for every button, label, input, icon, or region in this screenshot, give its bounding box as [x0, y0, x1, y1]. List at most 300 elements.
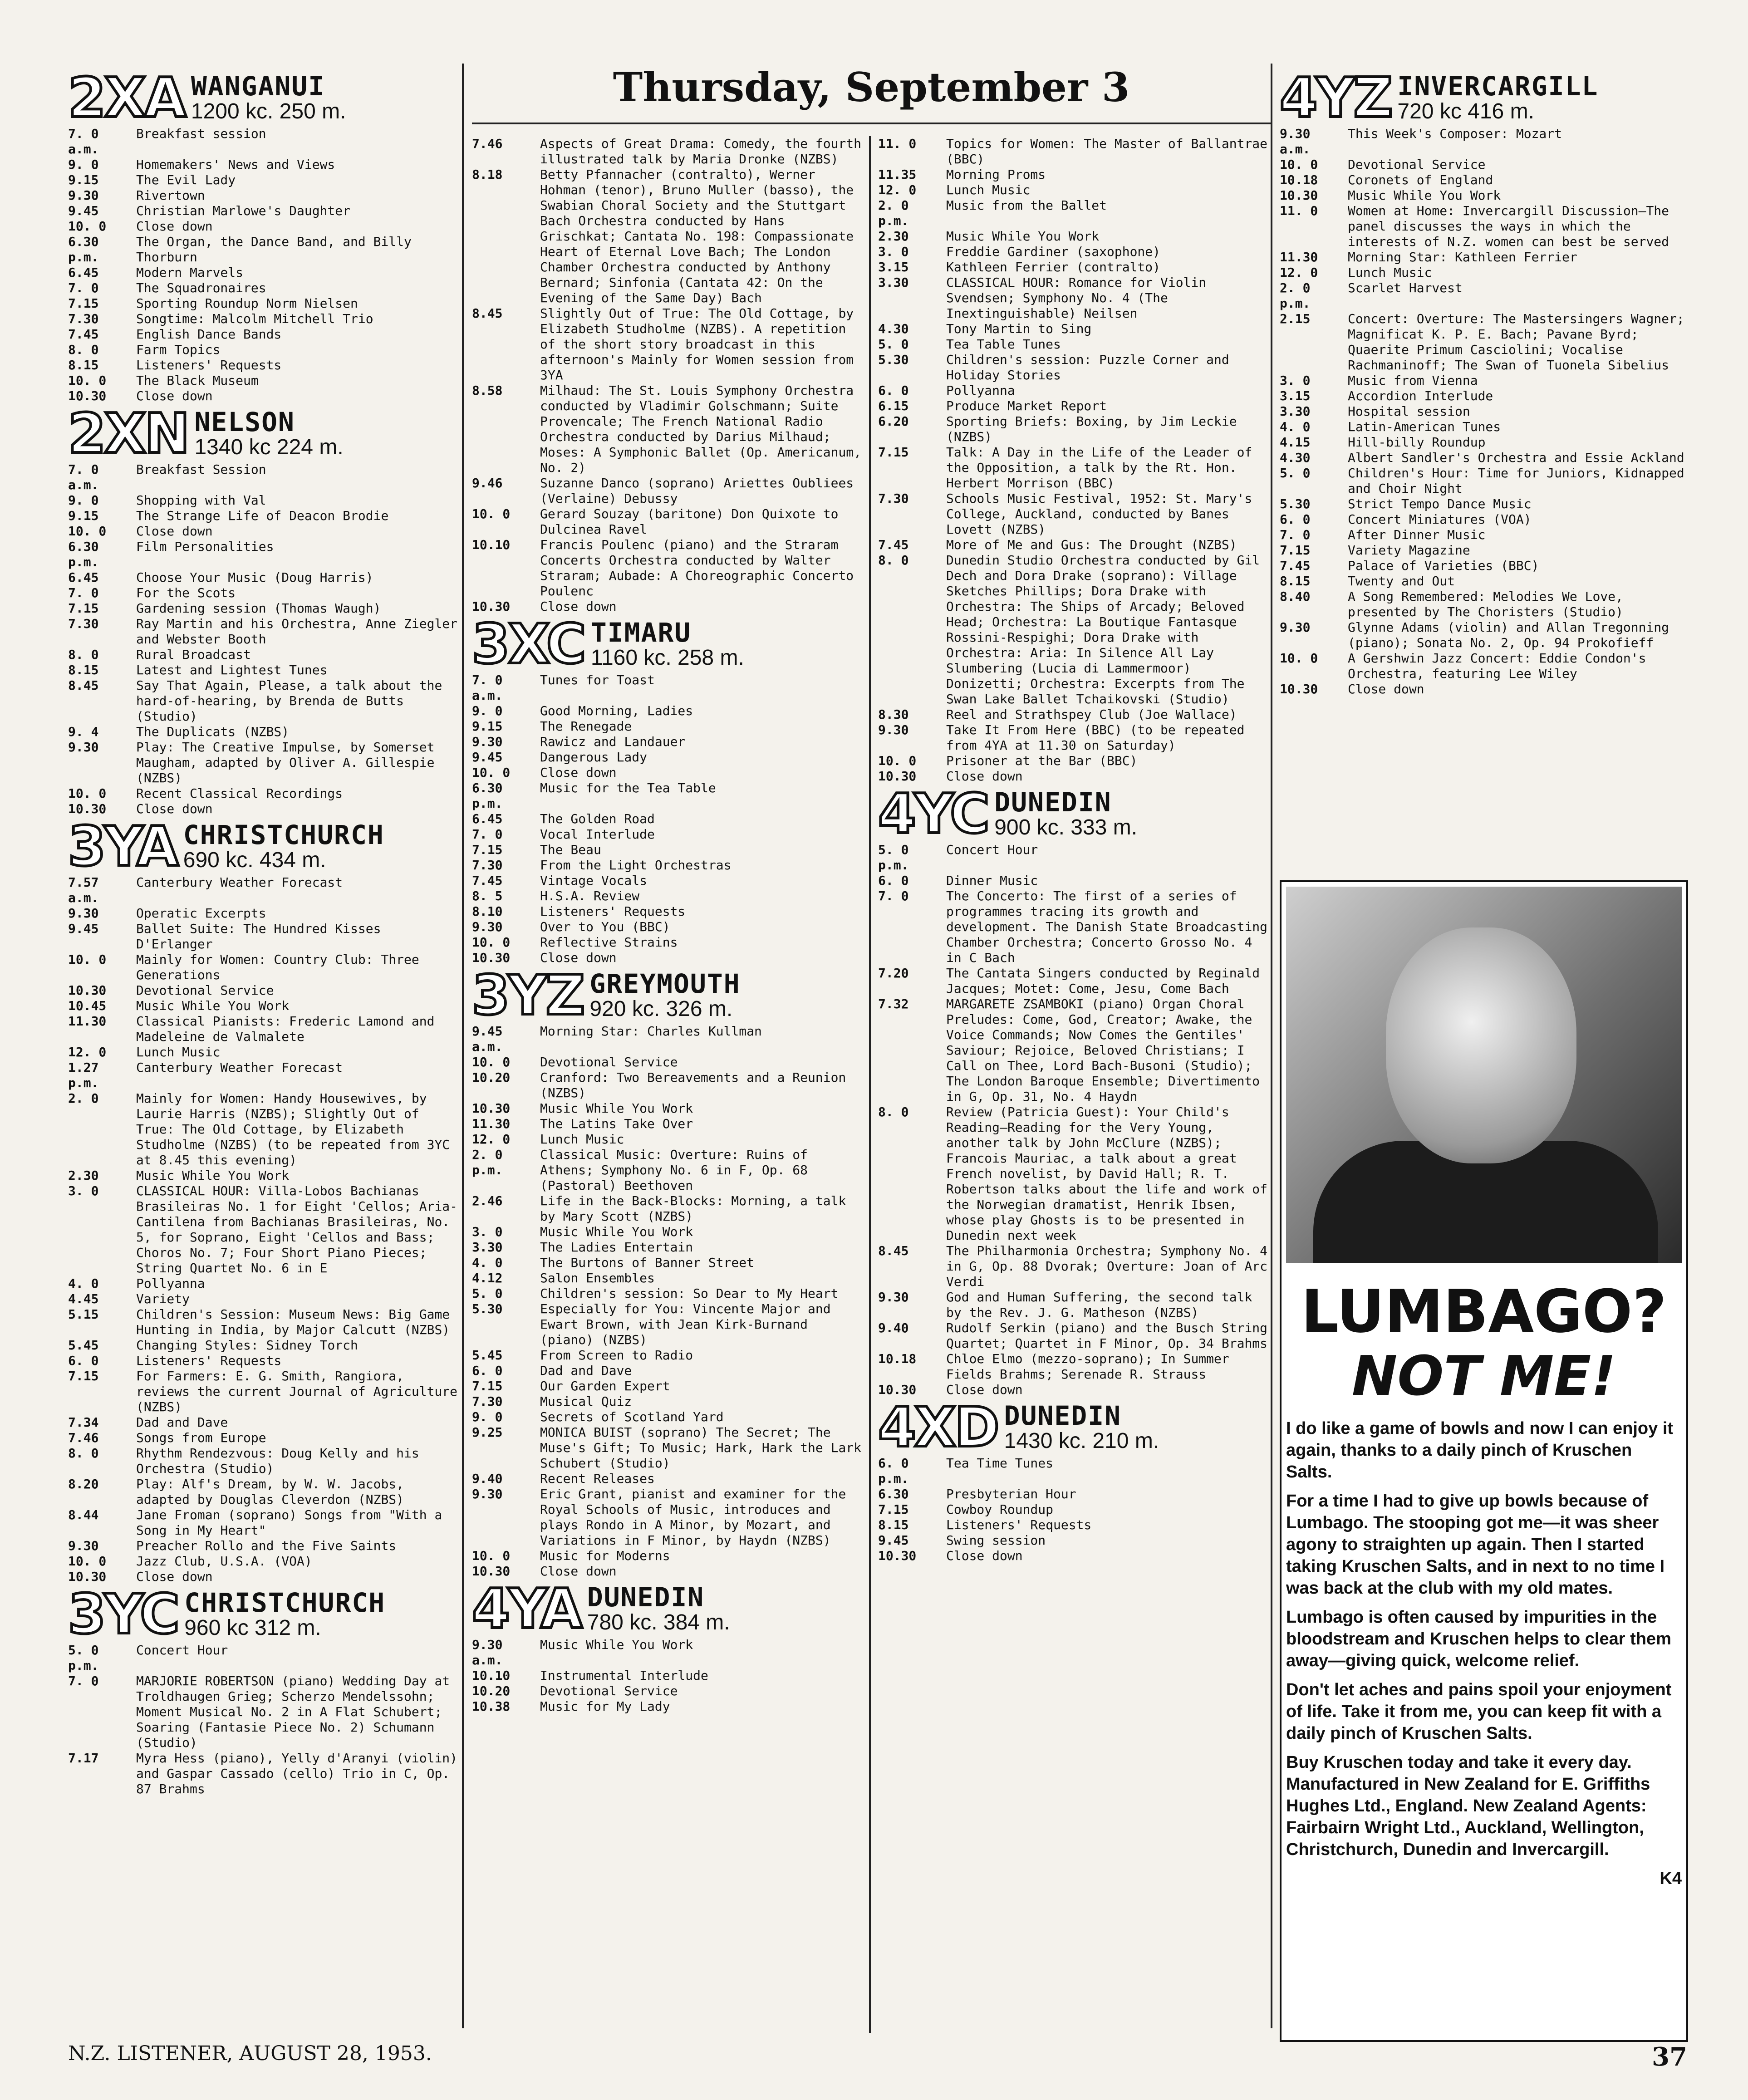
programme-time: 9.15 [472, 719, 503, 734]
programme-time: 9. 0 [472, 1409, 503, 1424]
programme-time: 6. 0 [68, 1353, 99, 1368]
programme-title: Concert: Overture: The Mastersingers Wagner; Magnificat K. P. E. Bach; Pavane Byrd; Quaerite Primum Casciolini; Vocalise Rachmaninoff; The Swan of Tuonela Sibelius [1348, 311, 1684, 373]
programme-entry [68, 786, 463, 801]
programme-entry [472, 888, 862, 904]
programme-time: 10.30 [68, 801, 107, 816]
programme-title: Music While You Work [540, 1224, 693, 1239]
programme-entry [68, 203, 463, 219]
programme-entry [1280, 558, 1688, 574]
programme-title: The Renegade [540, 719, 632, 734]
programme-title: Instrumental Interlude [540, 1668, 708, 1683]
station-logo: 2XA [68, 67, 185, 130]
programme-time: 3.30 [472, 1240, 503, 1255]
programme-title: Vocal Interlude [540, 827, 655, 842]
programme-entry [878, 1243, 1268, 1290]
station-frequency: 690 kc. 434 m. [183, 848, 326, 872]
station-frequency: 780 kc. 384 m. [587, 1610, 730, 1634]
programme-time: 3.30 [878, 275, 909, 290]
programme-entry [472, 1471, 862, 1487]
programme-title: Salon Ensembles [540, 1271, 655, 1286]
programme-title: Music from the Ballet [946, 198, 1107, 213]
programme-title: Pollyanna [136, 1276, 205, 1291]
programme-entry [1280, 543, 1688, 558]
programme-entry [472, 765, 862, 780]
programme-time: 6.45 [68, 570, 99, 585]
programme-entry [68, 1183, 463, 1276]
programme-title: Play: The Creative Impulse, by Somerset Maugham, adapted by Oliver A. Gillespie (NZBS) [136, 740, 435, 785]
programme-entry [472, 734, 862, 750]
programme-entry [878, 996, 1268, 1104]
programme-title: Close down [946, 1382, 1023, 1397]
programme-time: 10. 0 [68, 952, 107, 967]
programme-time: 3. 0 [878, 244, 909, 259]
programme-time: 7. 0 [878, 888, 909, 903]
programme-entry [68, 311, 463, 327]
programme-time: 5.15 [68, 1307, 99, 1322]
programme-time: 10.30 [878, 769, 917, 784]
programme-title: Listeners' Requests [540, 904, 686, 919]
programme-entry [878, 753, 1268, 769]
programme-entry [68, 740, 463, 786]
programme-entry [878, 398, 1268, 414]
programme-entry [68, 616, 463, 647]
programme-title: Myra Hess (piano), Yelly d'Aranyi (violin) and Gaspar Cassado (cello) Trio in C, Op. 87 Brahms [136, 1751, 458, 1796]
programme-title: Classical Music: Overture: Ruins of Athens; Symphony No. 6 in F, Op. 68 (Pastoral) Beethoven [540, 1147, 808, 1193]
programme-time: 10.30 [68, 1569, 107, 1584]
programme-time: 9.15 [68, 508, 99, 523]
programme-title: Modern Marvels [136, 265, 244, 280]
programme-title: Latin-American Tunes [1348, 419, 1501, 434]
programme-entry [68, 1538, 463, 1554]
programme-list [68, 875, 463, 1585]
programme-entry [68, 601, 463, 616]
programme-entry [878, 707, 1268, 722]
programme-time: 3. 0 [68, 1183, 99, 1198]
programme-time: 7.45 [878, 537, 909, 552]
programme-title: Close down [540, 599, 617, 614]
programme-entry [1280, 265, 1688, 280]
programme-entry [472, 506, 862, 537]
programme-title: Slightly Out of True: The Old Cottage, by Elizabeth Studholme (NZBS). A repetition of the short story broadcast in this afternoon's Mainly for Women session from 3YA [540, 306, 854, 383]
programme-time: 10. 0 [68, 786, 107, 801]
programme-time: 7.15 [878, 445, 909, 460]
programme-time: 6. 0 [1280, 512, 1311, 527]
programme-time: 8.20 [68, 1477, 99, 1492]
programme-time: 6. 0 p.m. [878, 1456, 909, 1486]
programme-entry [878, 888, 1268, 966]
programme-title: Dinner Music [946, 873, 1038, 888]
programme-title: Freddie Gardiner (saxophone) [946, 244, 1161, 259]
ad-paragraph: I do like a game of bowls and now I can enjoy it again, thanks to a daily pinch of Kruschen Salts. [1286, 1419, 1674, 1482]
programme-entry [1280, 651, 1688, 682]
programme-entry [68, 983, 463, 998]
programme-time: 3. 0 [1280, 373, 1311, 388]
programme-entry [878, 383, 1268, 398]
programme-title: Shopping with Val [136, 493, 266, 508]
programme-time: 10.30 [878, 1382, 917, 1397]
programme-title: Reflective Strains [540, 935, 678, 950]
programme-entry [472, 750, 862, 765]
programme-title: A Song Remembered: Melodies We Love, presented by The Choristers (Studio) [1348, 589, 1623, 619]
programme-title: Children's Session: Museum News: Big Game Hunting in India, by Major Calcutt (NZBS) [136, 1307, 450, 1337]
programme-entry [472, 904, 862, 919]
programme-time: 7. 0 [68, 280, 99, 295]
programme-entry [68, 1014, 463, 1045]
programme-entry [472, 873, 862, 888]
programme-time: 5.30 [1280, 496, 1311, 511]
station-logo: 4YA [472, 1578, 581, 1641]
station-header [68, 1583, 463, 1646]
programme-time: 9. 0 [68, 493, 99, 508]
station-city: TIMARU [590, 617, 692, 648]
programme-entry [472, 1379, 862, 1394]
ad-headline: LUMBAGO? [1301, 1277, 1667, 1346]
programme-title: Choose Your Music (Doug Harris) [136, 570, 373, 585]
programme-title: Prisoner at the Bar (BBC) [946, 753, 1138, 768]
programme-time: 10.45 [68, 998, 107, 1013]
station-logo: 4YC [878, 783, 988, 846]
programme-time: 8.45 [68, 678, 99, 693]
station-frequency: 920 kc. 326 m. [589, 997, 733, 1021]
programme-title: Dad and Dave [540, 1363, 632, 1378]
programme-entry [878, 260, 1268, 275]
programme-title: Sporting Briefs: Boxing, by Jim Leckie (NZBS) [946, 414, 1237, 444]
programme-entry [1280, 157, 1688, 172]
programme-title: Changing Styles: Sidney Torch [136, 1338, 358, 1353]
programme-title: Topics for Women: The Master of Ballantrae (BBC) [946, 136, 1268, 167]
programme-time: 9.45 [68, 921, 99, 936]
programme-title: Cowboy Roundup [946, 1502, 1054, 1517]
station-city: CHRISTCHURCH [184, 1587, 386, 1618]
programme-time: 11. 0 [878, 136, 917, 151]
programme-entry [878, 1290, 1268, 1320]
programme-entry [68, 234, 463, 265]
programme-title: Close down [136, 801, 213, 816]
programme-title: Latest and Lightest Tunes [136, 662, 328, 677]
programme-title: Good Morning, Ladies [540, 703, 693, 718]
programme-title: Morning Proms [946, 167, 1046, 182]
programme-title: Gerard Souzay (baritone) Don Quixote to Dulcinea Ravel [540, 506, 839, 537]
station-frequency: 1430 kc. 210 m. [1004, 1429, 1159, 1453]
programme-entry [472, 950, 862, 966]
programme-title: Morning Star: Charles Kullman [540, 1024, 762, 1039]
programme-time: 3.15 [878, 260, 909, 275]
programme-time: 7.46 [68, 1430, 99, 1445]
programme-entry [68, 388, 463, 404]
programme-time: 10.18 [1280, 172, 1318, 187]
programme-title: The Evil Lady [136, 172, 236, 187]
programme-time: 8.40 [1280, 589, 1311, 604]
programme-title: MARJORIE ROBERTSON (piano) Wedding Day at Troldhaugen Grieg; Scherzo Mendelssohn; Moment Musical No. 2 in A Flat Schubert; Soaring (Fantasie Piece No. 2) Schumann (Studio) [136, 1673, 450, 1750]
programme-time: 3. 0 [472, 1224, 503, 1239]
programme-entry [68, 539, 463, 570]
programme-time: 8. 0 [878, 553, 909, 568]
programme-time: 2.30 [68, 1168, 99, 1183]
programme-entry [878, 491, 1268, 537]
programme-title: Music While You Work [540, 1101, 693, 1116]
programme-time: 9. 0 [472, 703, 503, 718]
programme-title: The Concerto: The first of a series of programmes tracing its growth and development. The Danish State Broadcasting Chamber Orchestra; Concerto Grosso No. 4 in C Bach [946, 888, 1268, 965]
programme-title: Reel and Strathspey Club (Joe Wallace) [946, 707, 1237, 722]
programme-entry [68, 1291, 463, 1307]
programme-time: 8. 0 [68, 647, 99, 662]
programme-time: 9.30 [878, 1290, 909, 1305]
programme-entry [472, 1683, 862, 1699]
programme-title: Scarlet Harvest [1348, 280, 1463, 295]
programme-time: 4.15 [1280, 435, 1311, 450]
programme-title: Concert Miniatures (VOA) [1348, 512, 1532, 527]
programme-time: 9.15 [68, 172, 99, 187]
programme-title: Jane Froman (soprano) Songs from "With a Song in My Heart" [136, 1507, 442, 1538]
programme-title: The Strange Life of Deacon Brodie [136, 508, 389, 523]
programme-entry [472, 537, 862, 599]
station-header [878, 783, 1268, 846]
programme-time: 10.30 [472, 599, 511, 614]
programme-title: For the Scots [136, 585, 236, 600]
column-2 [472, 136, 862, 1714]
programme-title: Accordion Interlude [1348, 388, 1493, 403]
ad-paragraph: Lumbago is often caused by impurities in the bloodstream and Kruschen helps to clear them away—giving quick, welcome relief. [1286, 1608, 1671, 1670]
programme-time: 10.30 [472, 1564, 511, 1579]
programme-entry [1280, 466, 1688, 496]
programme-time: 9.25 [472, 1425, 503, 1440]
programme-time: 10. 0 [1280, 157, 1318, 172]
programme-time: 2.15 [1280, 311, 1311, 326]
programme-entry [472, 1487, 862, 1548]
programme-entry [878, 182, 1268, 198]
programme-entry [878, 553, 1268, 707]
station-header [68, 402, 463, 466]
programme-time: 7.45 [472, 873, 503, 888]
header-rule [472, 123, 1271, 124]
programme-time: 5.45 [472, 1348, 503, 1363]
programme-title: Music While You Work [136, 1168, 290, 1183]
programme-entry [68, 1569, 463, 1585]
programme-time: 9.30 [878, 722, 909, 737]
programme-title: Close down [540, 950, 617, 965]
programme-entry [68, 678, 463, 724]
programme-time: 4. 0 [1280, 419, 1311, 434]
programme-time: 7. 0 [1280, 527, 1311, 542]
programme-time: 7.15 [1280, 543, 1311, 558]
programme-title: Presbyterian Hour [946, 1487, 1076, 1501]
programme-entry [472, 672, 862, 703]
programme-time: 10. 0 [68, 373, 107, 388]
programme-time: 7. 0 a.m. [472, 672, 503, 703]
programme-list [472, 136, 862, 614]
programme-time: 3.30 [1280, 404, 1311, 419]
ad-paragraph: Buy Kruschen today and take it every day. Manufactured in New Zealand for E. Griffiths Hughes Ltd., England. New Zealand Agents: Fairbairn Wright Ltd., Auckland, Wellington, Christchurch, Dunedin and Invercargill. [1286, 1753, 1650, 1859]
programme-time: 8. 5 [472, 888, 503, 903]
programme-list [878, 1456, 1268, 1564]
programme-entry [1280, 682, 1688, 697]
programme-title: Dangerous Lady [540, 750, 648, 765]
programme-time: 8.30 [878, 707, 909, 722]
station-header [472, 964, 862, 1027]
programme-entry [68, 508, 463, 524]
programme-title: Francis Poulenc (piano) and the Straram Concerts Orchestra conducted by Walter Straram; Aubade: A Choreographic Concerto Poulenc [540, 537, 854, 599]
programme-entry [878, 842, 1268, 873]
programme-time: 7. 0 [68, 585, 99, 600]
station-header [68, 815, 463, 878]
programme-title: Women at Home: Invercargill Discussion—The panel discusses the ways in which the interests of N.Z. women can best be served [1348, 203, 1669, 249]
programme-entry [1280, 311, 1688, 373]
programme-entry [68, 296, 463, 311]
programme-title: For Farmers: E. G. Smith, Rangiora, reviews the current Journal of Agriculture (NZBS) [136, 1369, 458, 1414]
programme-entry [68, 1643, 463, 1673]
programme-time: 9.45 [472, 750, 503, 765]
programme-entry [1280, 388, 1688, 404]
programme-time: 10.20 [472, 1683, 511, 1698]
programme-entry [878, 1502, 1268, 1517]
programme-title: Milhaud: The St. Louis Symphony Orchestra conducted by Vladimir Golschmann; Suite Provencale; The French National Radio Orchestra conducted by Darius Milhaud; Moses: A Symphonic Ballet (Op. Americanum, No. 2) [540, 383, 862, 475]
programme-entry [878, 198, 1268, 229]
programme-title: Devotional Service [540, 1683, 678, 1698]
programme-title: Close down [136, 219, 213, 234]
programme-time: 6. 0 [878, 873, 909, 888]
programme-time: 10.18 [878, 1351, 917, 1366]
programme-time: 7.57 a.m. [68, 875, 99, 905]
programme-time: 5. 0 p.m. [68, 1643, 99, 1673]
programme-title: The Cantata Singers conducted by Reginald Jacques; Motet: Come, Jesu, Come Bach [946, 966, 1260, 996]
programme-title: Mainly for Women: Country Club: Three Generations [136, 952, 419, 982]
programme-time: 5. 0 p.m. [878, 842, 909, 873]
programme-entry [68, 280, 463, 296]
programme-title: Recent Releases [540, 1471, 655, 1486]
programme-entry [878, 167, 1268, 182]
programme-entry [68, 801, 463, 817]
station-frequency: 1160 kc. 258 m. [590, 646, 744, 670]
programme-title: Close down [136, 388, 213, 403]
programme-title: Pollyanna [946, 383, 1015, 398]
programme-entry [472, 1699, 862, 1714]
programme-time: 7.32 [878, 996, 909, 1011]
programme-title: Say That Again, Please, a talk about the hard-of-hearing, by Brenda de Butts (Studio) [136, 678, 442, 724]
programme-title: Vintage Vocals [540, 873, 648, 888]
programme-time: 10. 0 [1280, 651, 1318, 666]
programme-entry [1280, 188, 1688, 203]
programme-title: Rawicz and Landauer [540, 734, 686, 749]
programme-time: 10.30 [68, 388, 107, 403]
programme-time: 4. 0 [472, 1255, 503, 1270]
programme-entry [68, 1554, 463, 1569]
programme-entry [878, 445, 1268, 491]
programme-time: 6.20 [878, 414, 909, 429]
programme-title: Produce Market Report [946, 398, 1107, 413]
station-city: CHRISTCHURCH [183, 819, 384, 850]
programme-title: English Dance Bands [136, 327, 282, 342]
programme-title: Listeners' Requests [136, 358, 282, 373]
programme-title: Chloe Elmo (mezzo-soprano); In Summer Fields Brahms; Serenade R. Strauss [946, 1351, 1229, 1382]
programme-time: 6.45 [68, 265, 99, 280]
programme-time: 9. 4 [68, 724, 99, 739]
programme-time: 10.10 [472, 537, 511, 552]
programme-title: Breakfast session [136, 126, 266, 141]
programme-title: CLASSICAL HOUR: Romance for Violin Svendsen; Symphony No. 4 (The Inextinguishable) Neilsen [946, 275, 1207, 321]
programme-entry [1280, 172, 1688, 188]
programme-title: Music for My Lady [540, 1699, 670, 1714]
programme-entry [472, 1548, 862, 1564]
programme-title: Sporting Roundup Norm Nielsen [136, 296, 358, 311]
programme-entry [472, 1286, 862, 1301]
programme-entry [68, 1353, 463, 1369]
programme-title: Review (Patricia Guest): Your Child's Reading—Reading for the Very Young, another talk by John McClure (NZBS); Francois Mauriac, a talk about a great French novelist, by David Hall; R. T. Robertson talks about the life and work of the Norwegian dramatist, Henrik Ibsen, whose play Ghosts is to be presented in Dunedin next week [946, 1104, 1268, 1243]
programme-entry [68, 358, 463, 373]
programme-time: 2. 0 p.m. [472, 1147, 503, 1178]
programme-time: 7.15 [68, 601, 99, 616]
programme-time: 7.20 [878, 966, 909, 981]
station-header [472, 613, 862, 676]
programme-title: Mainly for Women: Handy Housewives, by Laurie Harris (NZBS); Slightly Out of True: The Old Cottage, by Elizabeth Studholme (NZBS) (to be repeated from 3YC at 8.45 this evening) [136, 1091, 450, 1168]
advertisement-photo [1286, 887, 1682, 1263]
programme-time: 4.45 [68, 1291, 99, 1306]
programme-title: Christian Marlowe's Daughter [136, 203, 351, 218]
programme-entry [472, 1668, 862, 1683]
programme-time: 10. 0 [68, 219, 107, 234]
programme-entry [878, 1104, 1268, 1243]
programme-entry [68, 126, 463, 157]
programme-title: Variety Magazine [1348, 543, 1470, 558]
programme-time: 7.30 [68, 311, 99, 326]
programme-time: 8.15 [1280, 574, 1311, 589]
programme-entry [878, 873, 1268, 888]
programme-title: Rudolf Serkin (piano) and the Busch String Quartet; Quartet in F Minor, Op. 34 Brahms [946, 1320, 1268, 1351]
programme-entry [1280, 496, 1688, 512]
programme-time: 2.46 [472, 1193, 503, 1208]
programme-entry [68, 1369, 463, 1415]
station-city: WANGANUI [191, 71, 325, 102]
programme-time: 7.15 [878, 1502, 909, 1517]
station-city: NELSON [194, 407, 295, 437]
programme-time: 6.30 [878, 1487, 909, 1501]
programme-title: Talk: A Day in the Life of the Leader of the Opposition, a talk by the Rt. Hon. Herbert Morrison (BBC) [946, 445, 1252, 491]
programme-title: Canterbury Weather Forecast [136, 875, 343, 890]
programme-entry [1280, 126, 1688, 157]
programme-title: Concert Hour [136, 1643, 228, 1658]
programme-time: 8. 0 [68, 342, 99, 357]
programme-title: Close down [946, 769, 1023, 784]
programme-title: The Golden Road [540, 811, 655, 826]
programme-title: Listeners' Requests [946, 1517, 1092, 1532]
programme-time: 7.15 [68, 1369, 99, 1384]
programme-entry [68, 157, 463, 172]
programme-title: Schools Music Festival, 1952: St. Mary's College, Auckland, conducted by Banes Lovett (NZBS) [946, 491, 1252, 537]
programme-entry [472, 167, 862, 306]
programme-time: 9.45 [68, 203, 99, 218]
station-header [68, 67, 463, 130]
programme-time: 10.30 [1280, 682, 1318, 697]
programme-entry [68, 570, 463, 585]
programme-time: 7.30 [68, 616, 99, 631]
programme-time: 9.40 [472, 1471, 503, 1486]
programme-time: 7.34 [68, 1415, 99, 1430]
programme-entry [472, 811, 862, 827]
programme-title: The Organ, the Dance Band, and Billy Thorburn [136, 234, 412, 265]
programme-time: 9.45 [878, 1533, 909, 1548]
programme-time: 10.30 [472, 1101, 511, 1116]
programme-entry [472, 919, 862, 935]
programme-title: Music While You Work [946, 229, 1100, 244]
programme-entry [472, 1301, 862, 1348]
programme-entry [472, 827, 862, 842]
programme-entry [1280, 404, 1688, 419]
programme-entry [68, 647, 463, 662]
programme-title: From Screen to Radio [540, 1348, 693, 1363]
programme-time: 10.30 [1280, 188, 1318, 203]
programme-title: Lunch Music [1348, 265, 1432, 280]
programme-title: Palace of Varieties (BBC) [1348, 558, 1539, 573]
programme-entry [472, 1101, 862, 1116]
